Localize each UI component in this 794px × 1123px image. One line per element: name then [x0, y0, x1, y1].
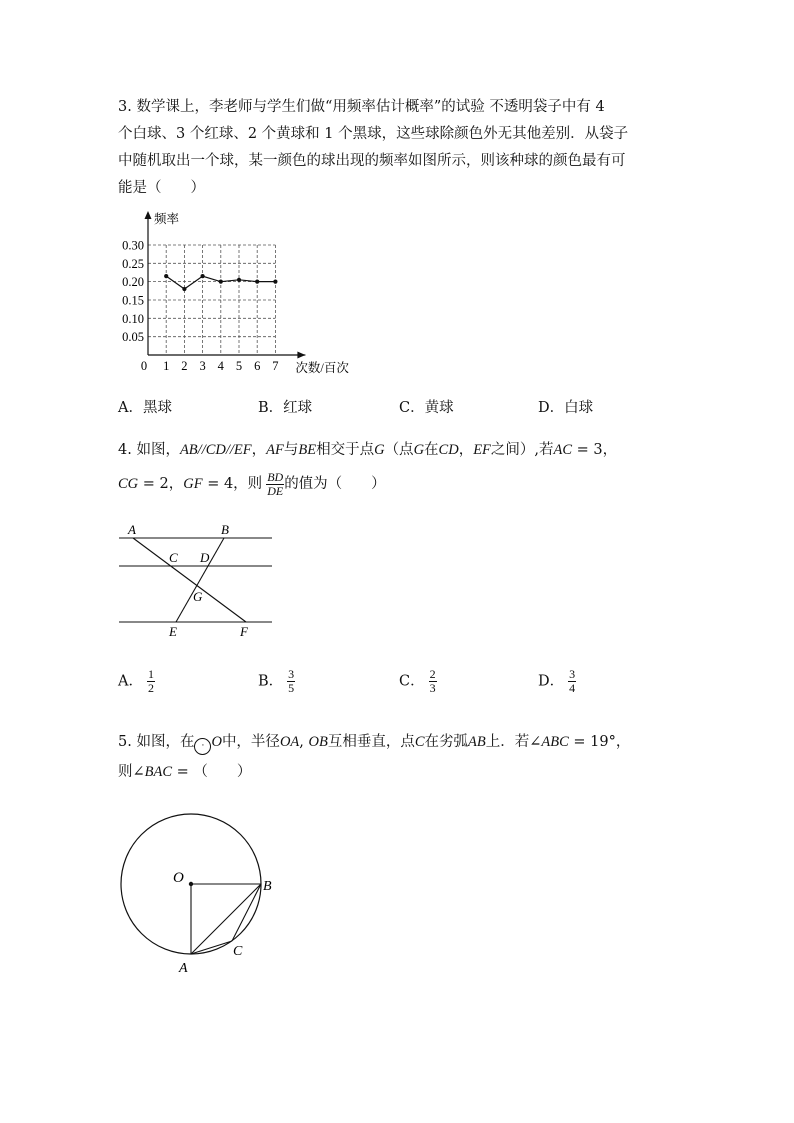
q4-text: ，	[458, 442, 474, 458]
q3-line-3: 中随机取出一个球，某一颜色的球出现的频率如图所示，则该种球的颜色最有可	[118, 153, 626, 169]
option-fraction	[147, 668, 155, 695]
data-point	[219, 280, 223, 284]
q3-line-2: 个白球、3 个红球、2 个黄球和 1 个黑球，这些球除颜色外无其他差别．从袋子	[118, 126, 629, 142]
q5-radius-oa: OA	[279, 734, 300, 750]
q5-text: 互相垂直，点	[327, 734, 415, 750]
q3-option-b[interactable]: B．红球	[258, 400, 313, 416]
q4-segment-af: AF	[266, 442, 284, 458]
label-a: A	[128, 522, 136, 537]
q5-text: = （ ）	[172, 764, 252, 780]
fraction-denominator: 2	[147, 681, 154, 695]
q3-option-a[interactable]: A．黑球	[118, 400, 172, 416]
q5-text: = 19°，	[568, 734, 631, 750]
q4-number: 4. 如图，	[118, 442, 180, 458]
x-axis-label: 次数/百次	[295, 361, 349, 375]
q4-segment-be: BE	[298, 442, 317, 458]
chord-ab	[191, 884, 261, 954]
q3-option-d[interactable]: D．白球	[538, 400, 594, 416]
fraction-numerator: 2	[429, 667, 436, 681]
q4-text: （点	[384, 442, 414, 458]
data-point	[255, 280, 259, 284]
center-dot	[189, 882, 193, 886]
x-tick-label: 3	[199, 359, 206, 373]
q5-angle-bac: BAC	[144, 764, 173, 780]
q5-text: 则	[118, 764, 133, 780]
y-axis-arrow	[145, 211, 152, 219]
origin-label: 0	[140, 359, 148, 373]
q4-text: = 4，则	[202, 476, 263, 492]
y-tick-label: 0.05	[122, 330, 144, 345]
fraction-denominator: 5	[288, 681, 295, 695]
label-d: D	[200, 550, 210, 565]
q3-option-c[interactable]: C．黄球	[399, 400, 454, 416]
label-g: G	[193, 589, 203, 604]
y-tick-label: 0.25	[122, 256, 144, 271]
circle-figure	[110, 810, 290, 985]
frequency-chart	[110, 205, 370, 380]
label-b: B	[263, 879, 272, 894]
q4-text: 的值为（ ）	[284, 476, 386, 492]
q5-point-c: C	[414, 734, 425, 750]
x-axis-arrow	[297, 352, 305, 359]
option-fraction	[287, 668, 295, 695]
q4-parallel-lines: AB//CD//EF	[179, 442, 252, 458]
circle-symbol: ·	[194, 738, 211, 755]
q4-segment-cg: CG	[118, 476, 139, 492]
q5-arc-ab: AB	[468, 734, 486, 750]
y-tick-label: 0.30	[122, 238, 144, 253]
q5-text: 中，半径	[221, 734, 280, 750]
q4-option-b[interactable]	[258, 668, 295, 695]
y-axis-label: 频率	[154, 212, 180, 226]
fraction-numerator: 1	[147, 667, 154, 681]
q4-segment-gf: GF	[183, 476, 203, 492]
fraction-numerator: 3	[569, 667, 576, 681]
fraction-numerator: 3	[288, 667, 295, 681]
option-letter: C．	[399, 673, 425, 690]
q5-text: 上．若	[485, 734, 530, 750]
x-tick-label: 4	[217, 359, 224, 373]
q4-option-a[interactable]	[118, 668, 155, 695]
q5-text: ,	[299, 734, 309, 750]
option-letter: A．	[118, 673, 143, 690]
q4-ratio-fraction	[266, 471, 284, 498]
question-4-stem	[118, 433, 678, 501]
parallel-lines-figure	[110, 515, 290, 645]
chord-bc	[232, 884, 261, 941]
angle-symbol: ∠	[529, 734, 542, 750]
label-f: F	[240, 624, 248, 639]
label-o: O	[173, 870, 184, 886]
data-point	[237, 278, 241, 282]
q5-radius-ob: OB	[308, 734, 328, 750]
q5-angle-abc: ABC	[541, 734, 569, 750]
q4-text: ，	[251, 442, 267, 458]
label-c: C	[169, 550, 178, 565]
x-tick-label: 5	[235, 359, 243, 373]
x-tick-label: 1	[163, 359, 170, 373]
q4-segment-cd: CD	[438, 442, 459, 458]
q3-line-1: 3. 数学课上，李老师与学生们做“用频率估计概率”的试验 不透明袋子中有 4	[118, 99, 605, 115]
q4-options	[118, 668, 678, 702]
x-tick-label: 2	[181, 359, 188, 373]
q4-text: 与	[283, 442, 299, 458]
q5-circle-name: O	[211, 734, 222, 750]
q4-segment-ac: AC	[553, 442, 573, 458]
question-3-stem	[118, 94, 678, 202]
q4-point-g: G	[374, 442, 385, 458]
question-5-stem	[118, 727, 678, 787]
option-fraction	[568, 668, 576, 695]
q4-option-d[interactable]	[538, 668, 576, 695]
option-fraction	[429, 668, 437, 695]
q3-options	[118, 396, 678, 422]
q4-segment-ef: EF	[473, 442, 491, 458]
q4-option-c[interactable]	[399, 668, 437, 695]
y-tick-label: 0.15	[122, 293, 144, 308]
data-point	[201, 274, 205, 278]
q3-line-4: 能是（ ）	[118, 180, 205, 196]
angle-symbol: ∠	[132, 764, 145, 780]
fraction-numerator: BD	[267, 469, 284, 484]
q4-text: = 2，	[138, 476, 184, 492]
option-letter: D．	[538, 673, 565, 690]
label-c: C	[233, 944, 243, 959]
segment-af	[133, 538, 246, 622]
q5-number: 5. 如图，在	[118, 734, 195, 750]
data-point	[273, 280, 277, 284]
q4-text: = 3，	[572, 442, 618, 458]
data-point	[182, 287, 186, 291]
option-letter: B．	[258, 673, 284, 690]
label-e: E	[169, 624, 177, 639]
q5-text: 在劣弧	[424, 734, 469, 750]
q4-text: 之间）,若	[490, 442, 554, 458]
q4-text: 相交于点	[316, 442, 375, 458]
q4-text: 在	[424, 442, 439, 458]
x-tick-label: 7	[272, 359, 279, 373]
q4-point-g: G	[413, 442, 425, 458]
y-tick-label: 0.10	[122, 311, 144, 326]
fraction-denominator: 3	[429, 681, 436, 695]
label-b: B	[221, 522, 229, 537]
y-tick-label: 0.20	[122, 275, 144, 290]
fraction-denominator: DE	[267, 483, 284, 498]
fraction-denominator: 4	[569, 681, 576, 695]
x-tick-label: 6	[254, 359, 261, 373]
data-point	[164, 274, 168, 278]
label-a: A	[179, 961, 188, 976]
